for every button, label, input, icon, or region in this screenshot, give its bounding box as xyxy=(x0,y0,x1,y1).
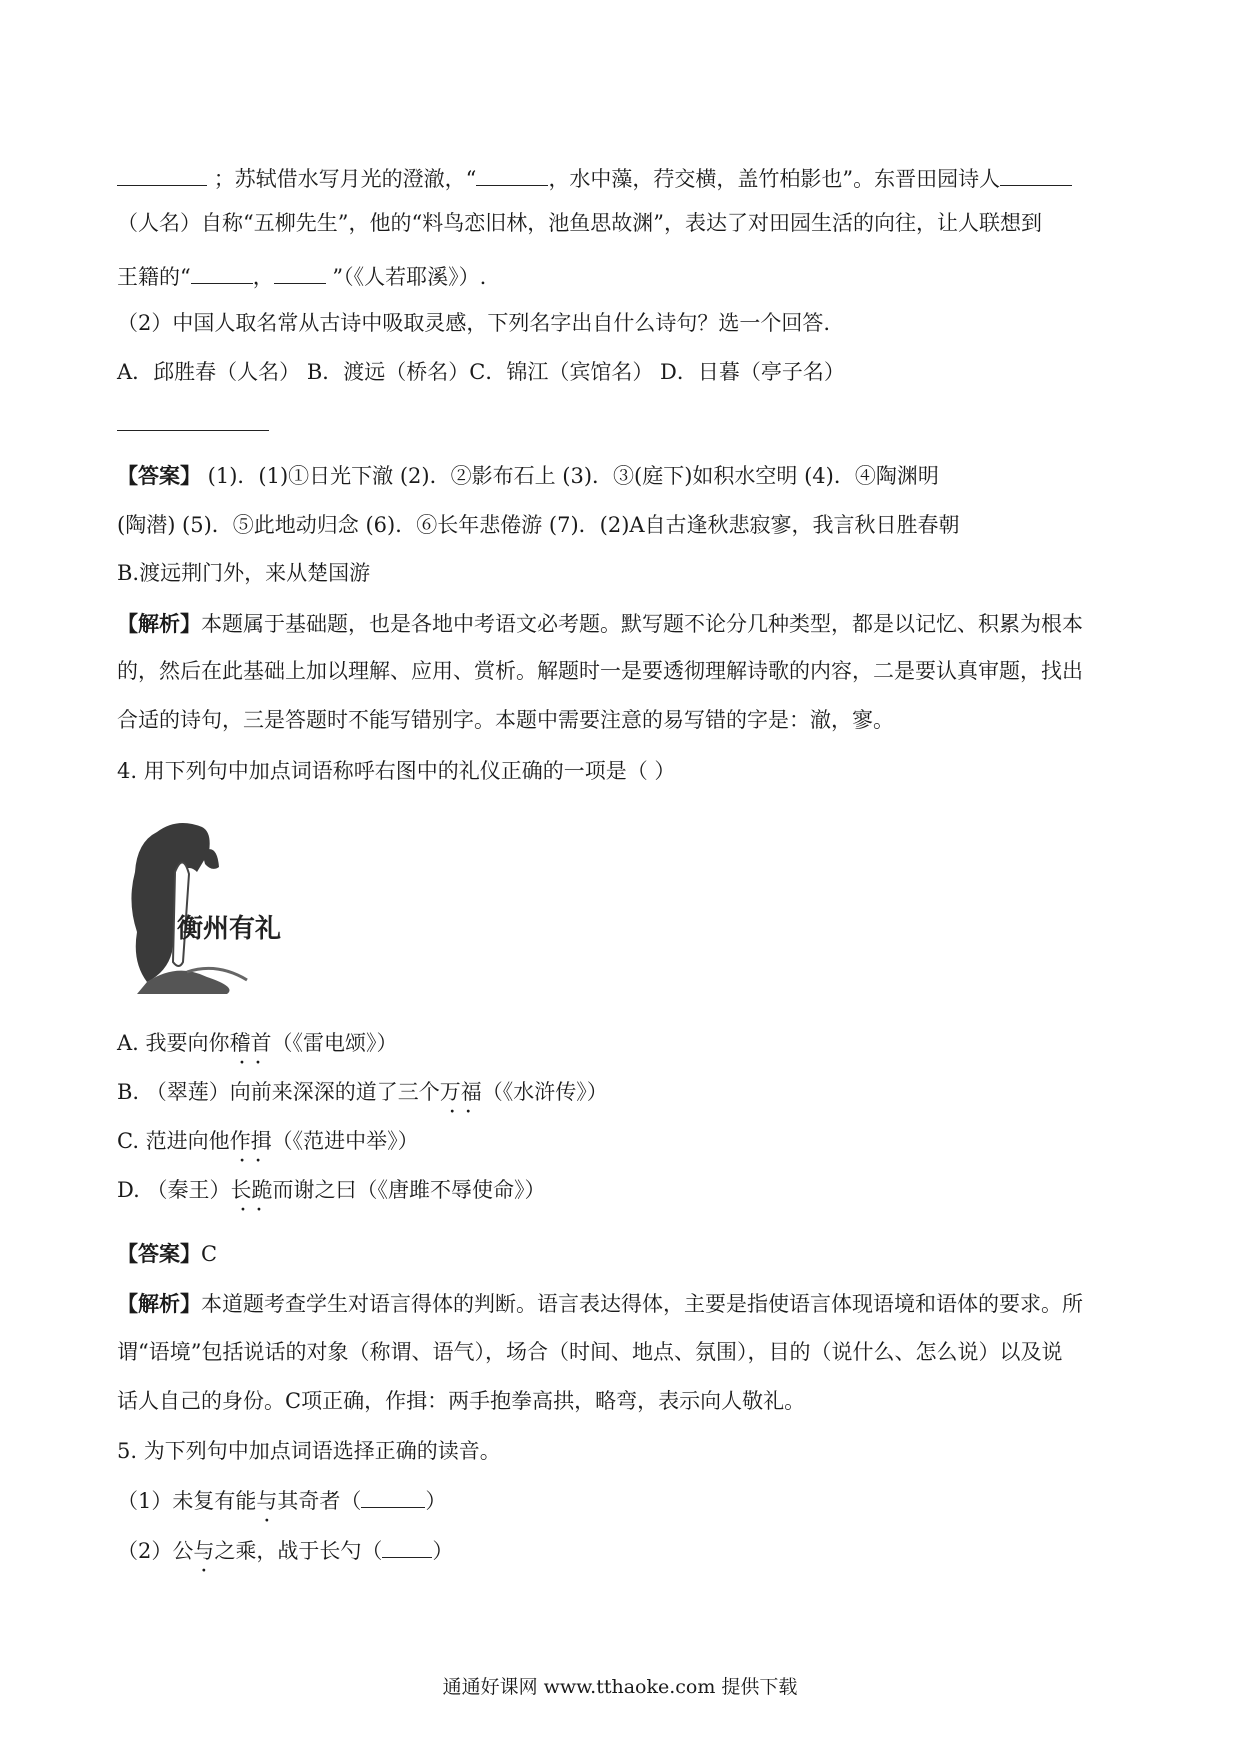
answer-label: 【答案】 xyxy=(117,463,201,488)
option-c[interactable]: C. 范进向他作揖 · ·（《范进中举》） xyxy=(117,1131,419,1152)
analysis-line-1: 【解析】本题属于基础题，也是各地中考语文必考题。默写题不论分几种类型，都是以记忆、积累为根本 xyxy=(117,611,1083,636)
analysis-line-3: 合适的诗句，三是答题时不能写错别字。本题中需要注意的易写错的字是：澈，寥。 xyxy=(117,708,894,732)
dotted-word: 稽首 · · xyxy=(230,1031,272,1055)
analysis-line-3: 话人自己的身份。C项正确，作揖：两手抱拳高拱，略弯，表示向人敬礼。 xyxy=(117,1389,806,1413)
etiquette-figure xyxy=(117,812,327,997)
option-d[interactable]: D. （秦王）长跪 · ·而谢之曰（《唐雎不辱使命》） xyxy=(117,1180,545,1201)
answer-blank[interactable] xyxy=(191,263,253,284)
dotted-word: 万福 · · xyxy=(440,1080,482,1104)
answer-line-3: B.渡远荆门外，来从楚国游 xyxy=(117,561,371,585)
question-4: 4. 用下列句中加点词语称呼右图中的礼仪正确的一项是（ ） xyxy=(117,759,676,783)
analysis-line-2: 谓“语境”包括说话的对象（称谓、语气），场合（时间、地点、氛围），目的（说什么、怎么说）以及说 xyxy=(117,1340,1063,1364)
dotted-word: 作揖 · · xyxy=(230,1129,272,1153)
answer-line[interactable] xyxy=(117,430,269,431)
fill-line-2: （人名）自称“五柳先生”，他的“料鸟恋旧林，池鱼思故渊”，表达了对田园生活的向往，让人联想到 xyxy=(117,211,1042,235)
option-b[interactable]: B. （翠莲）向前来深深的道了三个万福 · ·（《水浒传》） xyxy=(117,1082,608,1103)
answer-label: 【答案】 xyxy=(117,1241,201,1266)
dotted-word: 与 xyxy=(256,1489,278,1513)
answer-line-1: 【答案】 (1)．(1)①日光下澈 (2)．②影布石上 (3)．③(庭下)如积水空明 (4)．④陶渊明 xyxy=(117,463,939,488)
analysis-line-1: 【解析】本道题考查学生对语言得体的判断。语言表达得体，主要是指使语言体现语境和语体的要求。所 xyxy=(117,1291,1083,1316)
page-footer: 通通好课网 www.tthaoke.com 提供下载 xyxy=(442,1676,798,1698)
fill-line-1: ；苏轼借水写月光的澄澈，“ ，水中藻，荇交横，盖竹柏影也”。东晋田园诗人 xyxy=(117,165,1072,190)
answer-blank[interactable] xyxy=(1000,165,1072,186)
figure-caption: 衡州有礼 xyxy=(177,914,282,944)
q5-item-2: （2）公与之乘，战于长勺（ ） xyxy=(117,1539,454,1563)
answer-blank[interactable] xyxy=(476,165,548,186)
answer-line-2: (陶潜) (5)．⑤此地动归念 (6)．⑥长年悲倦游 (7)．(2)A自古逢秋悲寂寥，我言秋日胜春朝 xyxy=(117,513,960,537)
question-5: 5. 为下列句中加点词语选择正确的读音。 xyxy=(117,1439,501,1463)
dotted-word: 长跪 · · xyxy=(230,1178,272,1202)
dotted-word: 与 xyxy=(193,1539,215,1563)
q5-item-1: （1）未复有能与其奇者（ ） xyxy=(117,1489,447,1513)
answer-line xyxy=(117,1243,217,1265)
answer-blank[interactable] xyxy=(274,263,326,284)
bowing-figure-image xyxy=(117,812,327,997)
analysis-line-2: 的，然后在此基础上加以理解、应用、赏析。解题时一是要透彻理解诗歌的内容，二是要认真审题，找出 xyxy=(117,659,1083,683)
analysis-label: 【解析】 xyxy=(117,611,201,636)
answer-blank[interactable] xyxy=(361,1487,425,1508)
analysis-label: 【解析】 xyxy=(117,1291,201,1316)
answer-blank[interactable] xyxy=(382,1537,432,1558)
fill-line-3: 王籍的“ ， ”（《人若耶溪》）. xyxy=(117,265,487,289)
answer-blank[interactable] xyxy=(117,165,207,186)
question-options: A．邱胜春（人名） B．渡远（桥名）C．锦江（宾馆名） D．日暮（亭子名） xyxy=(117,360,845,384)
answer-value: C xyxy=(201,1242,218,1266)
option-a[interactable]: A. 我要向你稽首 · ·（《雷电颂》） xyxy=(117,1033,398,1054)
question-prompt: （2）中国人取名常从古诗中吸取灵感，下列名字出自什么诗句？选一个回答. xyxy=(117,311,831,335)
